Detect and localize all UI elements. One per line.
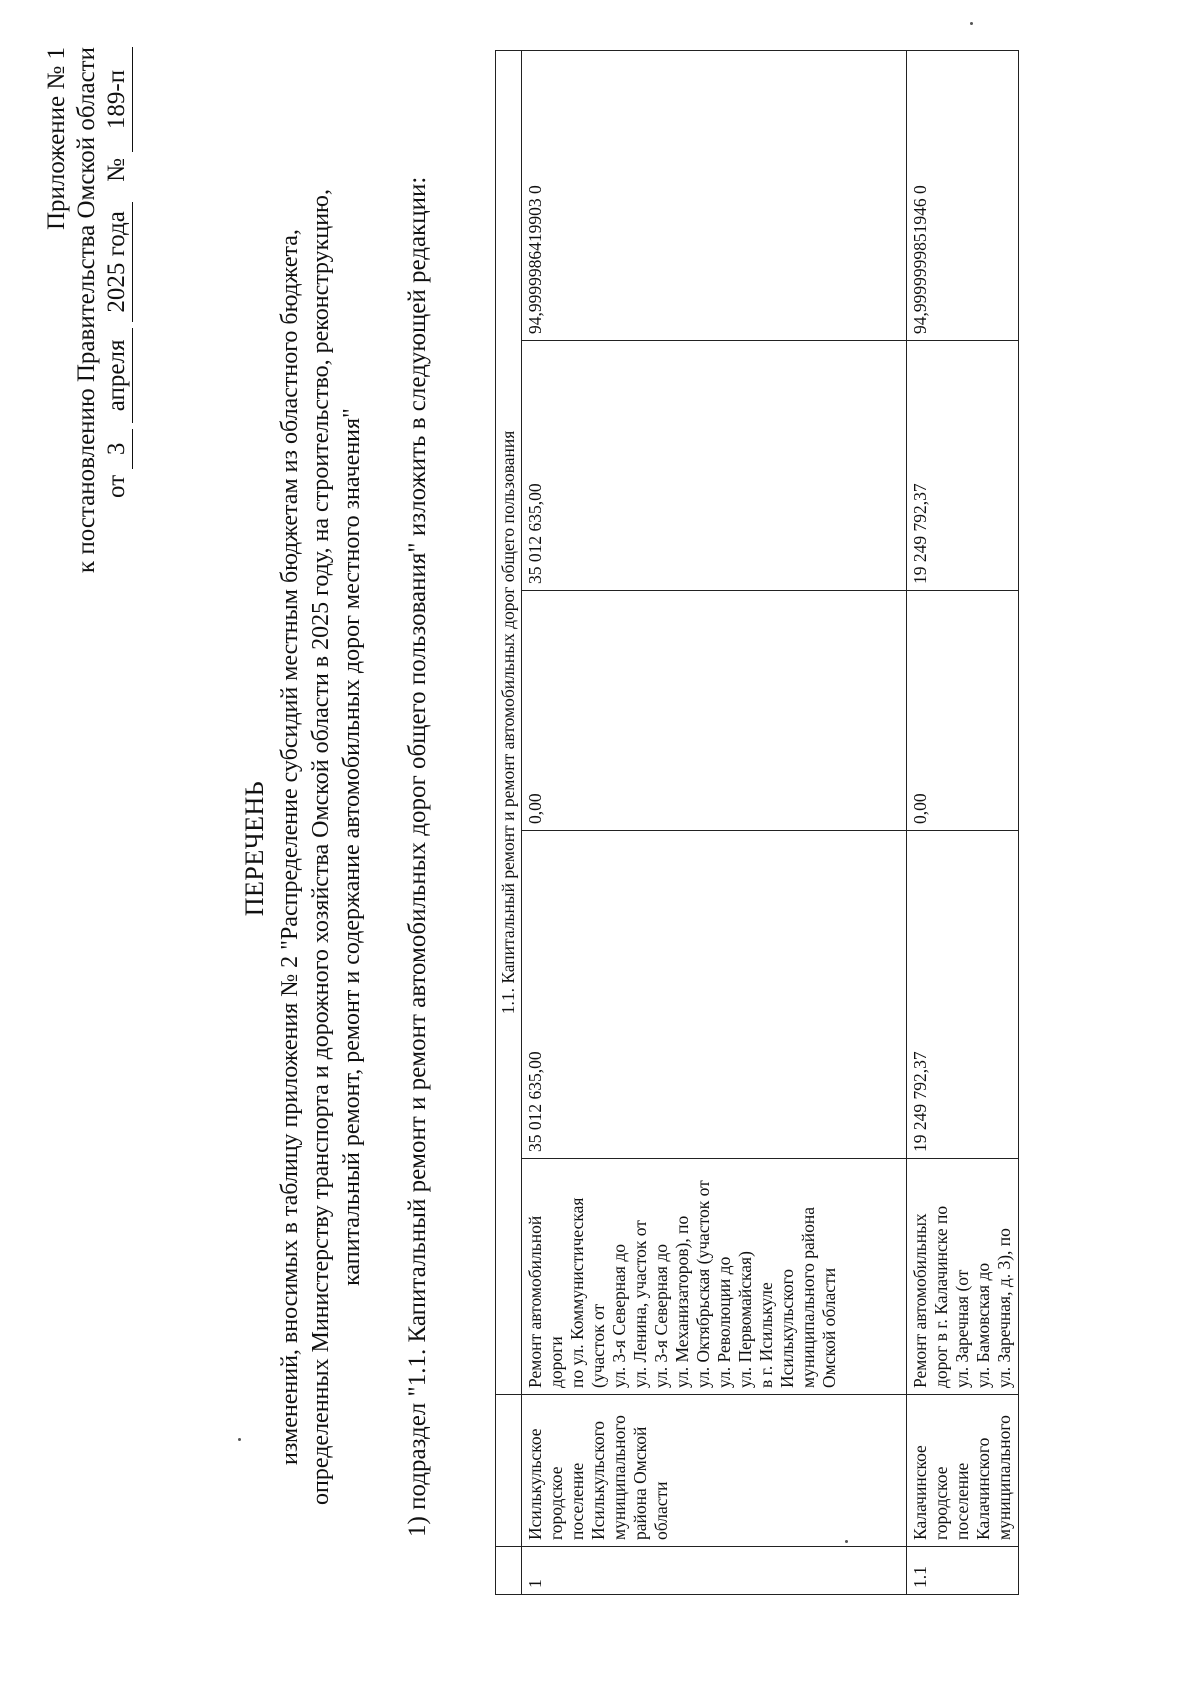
table-row bbox=[907, 51, 1019, 1595]
scan-speck bbox=[845, 1540, 848, 1543]
amount-current: 19 249 792,37 bbox=[907, 341, 1019, 591]
table-row bbox=[522, 51, 907, 1595]
percent: 94,9999986419903 0 bbox=[522, 51, 907, 341]
amount-prev: 0,00 bbox=[522, 591, 907, 831]
paragraph-1: 1) подраздел "1.1. Капитальный ремонт и ремонт автомобильных дорог общего пользования" изложить в следующей редакции: bbox=[404, 176, 431, 1537]
date-year: 2025 года bbox=[102, 202, 133, 322]
date-month: апреля bbox=[102, 328, 133, 423]
amount-current: 35 012 635,00 bbox=[522, 341, 907, 591]
appendix-header bbox=[42, 47, 133, 657]
appendix-to: к постановлению Правительства Омской области bbox=[73, 47, 100, 574]
row-number: 1 bbox=[522, 1547, 907, 1595]
intro-text: изменений, вносимых в таблицу приложения № 2 "Распределение субсидий местным бюджетам из областного бюджета, определенных Министерству транспорта и дорожного хозяйства Омской области в 2025 году, на строительство, реконструкцию, капитальный ремонт, ремонт и содержание автомобильных дорог местного значения" bbox=[277, 189, 365, 1505]
date-line bbox=[102, 47, 133, 657]
section-header: 1.1. Капитальный ремонт и ремонт автомобильных дорог общего пользования bbox=[496, 51, 522, 1395]
description: Ремонт автомобильных дорог в г. Калачинске по ул. Заречная (от ул. Бамовская до ул. Заречная, д. 3), по bbox=[907, 1159, 1019, 1395]
subsidy-table bbox=[495, 50, 1019, 1595]
number-value: 189-п bbox=[102, 47, 133, 152]
municipality: Калачинское городское поселение Калачинского муниципального bbox=[907, 1395, 1019, 1547]
percent: 94,9999999851946 0 bbox=[907, 51, 1019, 341]
scan-speck bbox=[970, 22, 973, 25]
date-day: 3 bbox=[102, 429, 133, 469]
scan-speck bbox=[238, 1438, 241, 1441]
appendix-line: Приложение № 1 bbox=[43, 47, 70, 231]
description: Ремонт автомобильной дороги по ул. Коммунистическая (участок от ул. 3-я Северная до ул. Ленина, участок от ул. 3-я Северная до ул. Механизаторов), по ул. Октябрьская (участок от ул. Революции до ул. Первомайская) в г. Исилькуле Исилькульского муниципального района Омской области bbox=[522, 1159, 907, 1395]
section-header-row bbox=[496, 51, 522, 1595]
row-number: 1.1 bbox=[907, 1547, 1019, 1595]
amount-total: 35 012 635,00 bbox=[522, 831, 907, 1159]
date-prefix: от bbox=[103, 474, 130, 498]
amount-prev: 0,00 bbox=[907, 591, 1019, 831]
amount-total: 19 249 792,37 bbox=[907, 831, 1019, 1159]
municipality: Исилькульское городское поселение Исилькульского муниципального района Омской области bbox=[522, 1395, 907, 1547]
number-sign: № bbox=[103, 158, 130, 182]
document-title: ПЕРЕЧЕНЬ bbox=[240, 780, 269, 917]
